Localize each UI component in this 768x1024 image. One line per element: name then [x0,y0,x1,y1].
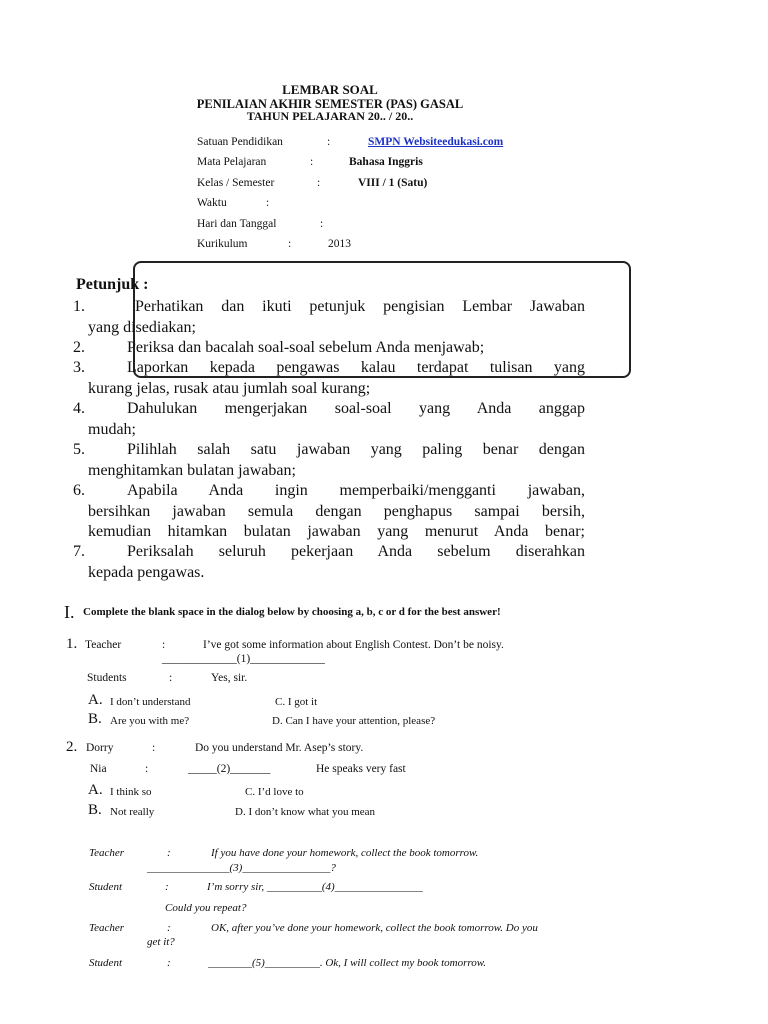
item-line: Periksa dan bacalah soal-soal sebelum Anda menjawab; [127,339,485,356]
item-line: Periksalah seluruh pekerjaan Anda sebelum diserahkan [127,543,585,560]
q1-colon-2: : [169,672,173,684]
item-line: Perhatikan dan ikuti petunjuk pengisian Lembar Jawaban [135,298,585,315]
q1-option-c: C. I got it [275,696,318,708]
q1-option-b: Are you with me? [110,715,190,727]
dialog-line-1: If you have done your homework, collect the book tomorrow. [211,847,479,859]
q1-option-a: I don’t understand [110,696,191,708]
instruction-item-3 [73,358,585,399]
q2-option-c: C. I’d love to [245,786,304,798]
q1-colon-1: : [162,639,166,651]
satuan-label: Satuan Pendidikan [197,136,283,148]
q2-option-a: I think so [110,786,152,798]
question-number-2: 2. [66,739,78,755]
dialog-speaker-4: Student [89,957,122,969]
q2-colon-2: : [145,763,149,775]
academic-year: TAHUN PELAJARAN 20.. / 20.. [246,109,414,123]
q1-option-d: D. Can I have your attention, please? [272,715,436,727]
kurikulum-colon: : [288,238,292,250]
q2-option-a-letter: A. [88,782,103,798]
q1-speaker-2: Students [87,672,127,684]
dialog-line-2b: Could you repeat? [165,902,247,914]
dialog-line-3b: get it? [147,936,175,948]
question-number-1: 1. [66,636,78,652]
mapel-value: Bahasa Inggris [349,156,423,168]
dialog-line-3: OK, after you’ve done your homework, collect the book tomorrow. Do you [211,922,538,934]
item-number: 4. [73,400,85,417]
q1-line-2: Yes, sir. [211,672,248,684]
q2-colon-1: : [152,742,156,754]
item-line: mudah; [88,420,136,438]
kelas-colon: : [317,177,321,189]
item-line: kurang jelas, rusak atau jumlah soal kurang; [88,379,371,397]
kelas-value: VIII / 1 (Satu) [358,177,428,189]
instruction-item-7 [73,542,585,583]
kelas-label: Kelas / Semester [197,177,275,189]
item-line: menghitamkan bulatan jawaban; [88,461,296,479]
dialog-line-2: I’m sorry sir, __________(4)________________ [207,881,423,893]
mapel-label: Mata Pelajaran [197,156,267,168]
q1-blank: _____________(1)_____________ [162,653,325,665]
instruction-item-4 [73,399,585,440]
item-line: kepada pengawas. [88,563,205,581]
item-line: bersihkan jawaban semula dengan penghapus sampai bersih, [88,502,585,520]
item-line: yang disediakan; [88,318,196,336]
school-link[interactable]: SMPN Websiteedukasi.com [368,136,504,148]
dialog-blank-3: _______________(3)________________? [147,862,336,874]
instruction-item-5 [73,440,585,481]
item-line: Apabila Anda ingin memperbaiki/mengganti jawaban, [127,482,585,499]
mapel-colon: : [310,156,314,168]
section-instruction: Complete the blank space in the dialog below by choosing a, b, c or d for the best answer! [83,606,501,618]
q1-speaker-1: Teacher [85,639,122,651]
section-number: I. [64,602,75,622]
dialog-colon-1: : [167,847,171,859]
dialog-colon-3: : [167,922,171,934]
kurikulum-label: Kurikulum [197,238,248,250]
q2-option-d: D. I don’t know what you mean [235,806,376,818]
hari-colon: : [320,218,324,230]
hari-label: Hari dan Tanggal [197,218,277,230]
dialog-speaker-3: Teacher [89,922,125,934]
q2-option-b: Not really [110,806,155,818]
item-line: Pilihlah salah satu jawaban yang paling benar dengan [127,441,585,458]
kurikulum-value: 2013 [328,238,351,250]
instruction-item-2 [73,338,585,359]
item-number: 3. [73,359,85,376]
item-number: 2. [73,339,85,356]
item-number: 7. [73,543,85,560]
waktu-label: Waktu [197,197,227,209]
q1-option-a-letter: A. [88,692,103,708]
dialog-colon-2: : [165,881,169,893]
dialog-speaker-2: Student [89,881,122,893]
item-number: 5. [73,441,85,458]
instruction-item-6 [73,481,585,543]
dialog-colon-4: : [167,957,171,969]
satuan-colon: : [327,136,331,148]
q1-option-b-letter: B. [88,711,102,727]
item-number: 6. [73,482,85,499]
item-number: 1. [73,298,85,315]
waktu-colon: : [266,197,270,209]
dialog-speaker-1: Teacher [89,847,125,859]
q1-line-1: I’ve got some information about English Contest. Don’t be noisy. [203,639,504,651]
q2-speaker-2: Nia [90,763,107,775]
q2-line-1: Do you understand Mr. Asep’s story. [195,742,364,754]
item-line: Laporkan kepada pengawas kalau terdapat tulisan yang [127,359,585,376]
item-line: Dahulukan mengerjakan soal-soal yang Anda anggap [127,400,585,417]
item-line: kemudian hitamkan bulatan jawaban yang menurut Anda benar; [88,523,585,540]
instruction-item-1 [73,297,585,338]
document-title: LEMBAR SOAL [282,82,378,97]
exam-subtitle: PENILAIAN AKHIR SEMESTER (PAS) GASAL [196,97,464,111]
q2-speaker-1: Dorry [86,742,114,754]
q2-blank: _____(2)_______ [188,763,271,775]
dialog-line-4: ________(5)__________. Ok, I will collect my book tomorrow. [208,957,487,969]
q2-option-b-letter: B. [88,802,102,818]
instructions-title: Petunjuk : [76,276,149,293]
q2-line-2: He speaks very fast [316,763,406,775]
